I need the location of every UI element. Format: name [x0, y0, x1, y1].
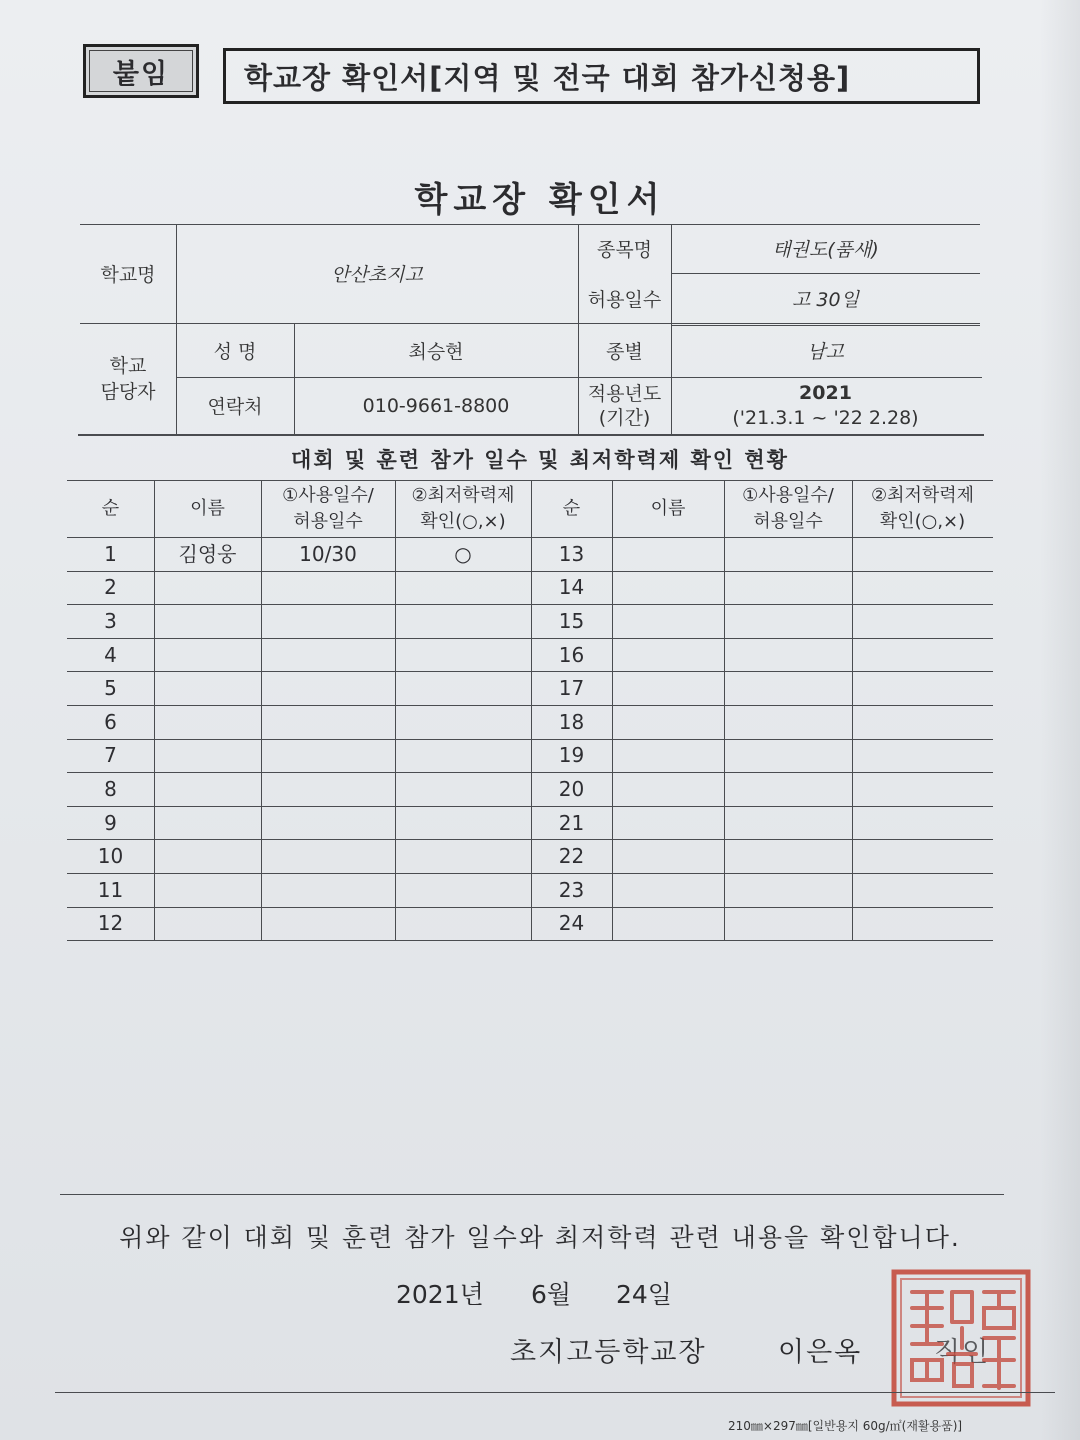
confirmation-text: 위와 같이 대회 및 훈련 참가 일수와 최저학력 관련 내용을 확인합니다. [119, 1223, 961, 1252]
date-year: 2021년 [396, 1280, 484, 1309]
table-row-left-name [154, 571, 261, 605]
table-row-right-name [612, 537, 724, 571]
signer-name: 이은옥 [778, 1337, 863, 1368]
table-row-right-days [724, 705, 852, 739]
table-row-left-no: 9 [104, 810, 117, 835]
table-row-right-days [724, 604, 852, 638]
table-row-right-name [612, 907, 724, 941]
table-row-left-check [395, 873, 531, 907]
table-row-left-no: 4 [104, 642, 117, 667]
allowed-days-label: 허용일수 [587, 288, 662, 311]
category-value: 남고 [807, 341, 844, 363]
table-row-left-check [395, 571, 531, 605]
table-row-left-name [154, 772, 261, 806]
table-row-left-no: 11 [97, 877, 124, 902]
table-row-right-name [612, 638, 724, 672]
school-name-value: 안산초지고 [331, 264, 423, 286]
table-row-left-days [261, 772, 395, 806]
divider [60, 1194, 1004, 1195]
table-row-right-days [724, 907, 852, 941]
table-row-left-no: 10 [97, 844, 124, 869]
right-header-no: 순 [562, 497, 581, 519]
table-row-left-name [154, 638, 261, 672]
table-row-left-name [154, 604, 261, 638]
left-header-check: ②최저학력제 확인(○,×) [411, 484, 515, 532]
table-row-right-no: 15 [558, 608, 585, 633]
table-row-right-days [724, 873, 852, 907]
table-row-left-check [395, 806, 531, 840]
table-row-right-days [724, 806, 852, 840]
table-row-left-name [154, 705, 261, 739]
table-row-right-name [612, 571, 724, 605]
table-row-right-check [852, 705, 993, 739]
table-row-left-no: 3 [104, 608, 117, 633]
table-row-right-name [612, 739, 724, 773]
table-row-right-name [612, 604, 724, 638]
table-row-right-no: 19 [558, 743, 585, 768]
table-row-left-check [395, 604, 531, 638]
section-title: 대회 및 훈련 참가 일수 및 최저학력제 확인 현황 [291, 448, 789, 472]
table-row-left-no: 8 [104, 776, 117, 801]
left-header-name: 이름 [190, 497, 225, 519]
table-row-right-name [612, 671, 724, 705]
table-row-left-name [154, 873, 261, 907]
table-row-left-days [261, 638, 395, 672]
table-row-right-check [852, 806, 993, 840]
table-row-left-name: 김영웅 [178, 541, 237, 566]
table-row-left-no: 1 [104, 541, 117, 566]
table-row-left-days [261, 873, 395, 907]
name-label: 성 명 [213, 341, 257, 363]
table-row-left-check [395, 907, 531, 941]
right-header-name: 이름 [650, 497, 686, 519]
seal-label: 직인 [934, 1337, 991, 1368]
table-row-right-name [612, 705, 724, 739]
table-row-right-check [852, 873, 993, 907]
table-row-left-no: 6 [104, 709, 117, 734]
category-label: 종별 [606, 341, 643, 363]
table-row-right-no: 16 [558, 642, 585, 667]
allowed-days-value: 고 30일 [792, 288, 859, 311]
table-row-left-check: ○ [454, 541, 472, 566]
table-row-left-days: 10/30 [299, 541, 357, 566]
table-row-left-name [154, 907, 261, 941]
table-row-left-days [261, 907, 395, 941]
table-row-right-check [852, 772, 993, 806]
event-value: 태권도(품새) [772, 239, 879, 261]
table-row-right-no: 17 [558, 676, 585, 701]
table-row-left-name [154, 739, 261, 773]
table-row-right-no: 24 [558, 911, 585, 936]
table-row-right-no: 13 [558, 541, 585, 566]
table-row-right-days [724, 772, 852, 806]
table-row-right-no: 21 [558, 810, 585, 835]
table-row-right-check [852, 839, 993, 873]
year-value [671, 377, 980, 434]
table-row-right-no: 14 [558, 575, 585, 600]
table-row-left-days [261, 671, 395, 705]
table-row-right-days [724, 839, 852, 873]
signer-title: 초지고등학교장 [510, 1337, 707, 1368]
table-row-left-no: 12 [97, 911, 124, 936]
table-row-right-no: 18 [558, 709, 585, 734]
table-row-right-no: 23 [558, 877, 585, 902]
table-row-left-days [261, 571, 395, 605]
table-row-right-days [724, 638, 852, 672]
table-row-left-check [395, 671, 531, 705]
manager-label: 학교 담당자 [100, 355, 156, 403]
bottom-rule [55, 1392, 1055, 1393]
name-value: 최승현 [408, 341, 464, 363]
table-row-right-days [724, 739, 852, 773]
right-header-days: ①사용일수/ 허용일수 [742, 484, 834, 532]
table-row-left-check [395, 772, 531, 806]
official-seal-stamp [888, 1264, 1034, 1410]
table-row-right-no: 22 [558, 844, 585, 869]
table-row-right-check [852, 739, 993, 773]
table-row-right-check [852, 638, 993, 672]
table-row-right-check [852, 537, 993, 571]
document-title: 학교장 확인서 [414, 180, 666, 220]
table-row-left-days [261, 604, 395, 638]
table-row-left-name [154, 671, 261, 705]
table-row-left-days [261, 806, 395, 840]
table-row-right-name [612, 772, 724, 806]
table-row-right-name [612, 873, 724, 907]
table-row-left-check [395, 739, 531, 773]
table-row-left-no: 2 [104, 575, 117, 600]
table-row-left-no: 7 [104, 743, 117, 768]
table-row-right-check [852, 671, 993, 705]
table-row-right-check [852, 604, 993, 638]
contact-label: 연락처 [207, 396, 263, 418]
table-row-left-name [154, 839, 261, 873]
table-row-left-name [154, 806, 261, 840]
table-row-left-check [395, 638, 531, 672]
year-number: 2021 [799, 381, 852, 404]
table-row-left-check [395, 839, 531, 873]
contact-value: 010-9661-8800 [362, 394, 510, 417]
table-row-left-check [395, 705, 531, 739]
table-row-right-check [852, 571, 993, 605]
date-day: 24일 [616, 1280, 672, 1309]
table-row-left-days [261, 839, 395, 873]
event-label: 종목명 [596, 239, 653, 261]
form-title: 학교장 확인서[지역 및 전국 대회 참가신청용] [223, 48, 980, 104]
date-month: 6월 [531, 1280, 572, 1309]
left-header-days: ①사용일수/ 허용일수 [282, 484, 374, 532]
table-row-right-name [612, 839, 724, 873]
table-row-left-days [261, 739, 395, 773]
period-range: ('21.3.1 ~ '22 2.28) [732, 406, 919, 429]
year-label: 적용년도 (기간) [587, 382, 662, 429]
table-row-right-days [724, 671, 852, 705]
table-row-right-name [612, 806, 724, 840]
table-row-right-check [852, 907, 993, 941]
footer-note: 210㎜×297㎜[일반용지 60g/㎡(재활용품)] [728, 1419, 963, 1433]
table-row-right-days [724, 571, 852, 605]
school-name-label: 학교명 [100, 264, 156, 286]
attachment-label: 붙임 [83, 44, 199, 98]
table-row-right-no: 20 [558, 776, 585, 801]
table-row-left-days [261, 705, 395, 739]
table-row-right-days [724, 537, 852, 571]
right-header-check: ②최저학력제 확인(○,×) [870, 484, 975, 532]
left-header-no: 순 [101, 497, 120, 519]
table-row-left-no: 5 [104, 676, 117, 701]
